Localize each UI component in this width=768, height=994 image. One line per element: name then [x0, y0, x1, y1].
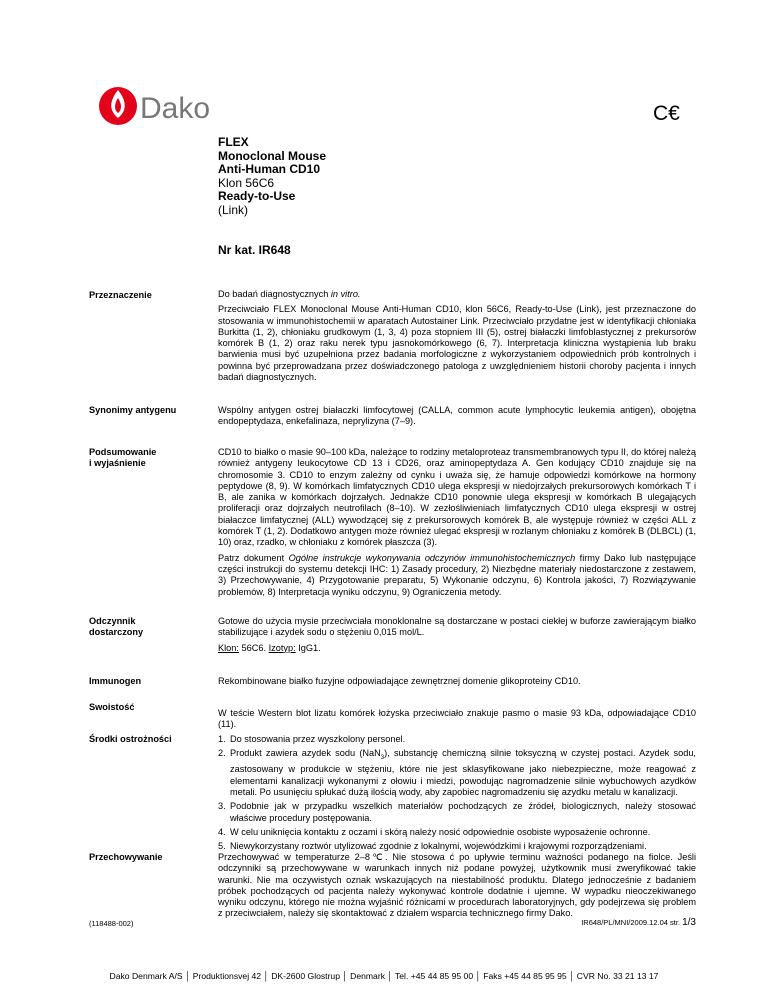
section-label-summary: [89, 447, 209, 469]
dako-logo: [96, 80, 236, 134]
precaution-text: Do stosowania przez wyszkolony personel.: [230, 734, 406, 744]
precaution-number: 5.: [218, 841, 226, 852]
document-ref-text: IR648/PL/MNI/2009.12.04 str.: [581, 918, 683, 927]
summary-label-line2: i wyjaśnienie: [89, 458, 146, 468]
summary-p2-italic: Ogólne instrukcje wykonywania odczynów immunohistochemicznych: [288, 552, 576, 563]
precaution-number: 4.: [218, 826, 226, 837]
precaution-text: Podobnie jak w przypadku wszelkich materiałów pochodzących ze źródeł, biologicznych, należy stosować właściwe procedury postępowania.: [230, 801, 696, 823]
title-line-6: (Link): [218, 202, 249, 217]
precaution-item: [218, 827, 696, 838]
precaution-item: [218, 801, 696, 824]
specificity-text: W teście Western blot lizatu komórek łożyska przeciwciało znakuje pasmo o masie 93 kDa, odpowiadające CD10 (11).: [218, 708, 696, 730]
section-body-intended-use: [218, 289, 696, 387]
document-code: (118488-002): [89, 919, 134, 928]
section-label-reagent: [89, 616, 209, 638]
section-body-synonyms: [218, 405, 696, 432]
section-body-specificity: [218, 708, 696, 735]
dako-logo-graphic: [96, 80, 236, 134]
precaution-text: Produkt zawiera azydek sodu (NaN: [230, 748, 381, 759]
svg-text:Dako: Dako: [140, 92, 211, 125]
title-line-3: Anti-Human CD10: [218, 162, 321, 176]
precaution-text: Niewykorzystany roztwór utylizować zgodnie z lokalnymi, wojewódzkimi i krajowymi rozporządzeniami.: [230, 841, 647, 852]
precaution-number: 1.: [218, 734, 226, 744]
intended-use-p2: Przeciwciało FLEX Monoclonal Mouse Anti-Human CD10, klon 56C6, Ready-to-Use (Link), jest przeznaczone do stosowania w immunohistochemii w aparatach Autostainer Link. Przeciwciało przydatne jest w identyfikacji chłoniaka Burkitta (1, 2), chłoniaku grudkowym (1, 3, 4) poza stopniem III (5), ostrej białaczki limfoblastycznej z prekursorów komórek B (1, 2) oraz raku nerek typu jasnokomórkowego (6, 7). Interpretacja kliniczna wystąpienia lub braku barwienia musi być uzupełniona przez badania morfologiczne z wykorzystaniem odpowiednich prób kontrolnych i powinna być przeprowadzana przez doświadczonego patologa z uwzględnieniem historii choroby pacjenta i innych badań diagnostycznych.: [218, 304, 696, 383]
precaution-number: 3.: [218, 801, 226, 812]
title-line-5: Ready-to-Use: [218, 189, 296, 203]
company-address: Dako Denmark A/S │ Produktionsvej 42 │ DK-2600 Glostrup │ Denmark │ Tel. +45 44 85 95 00 │ Faks +45 44 85 95 95 │ CVR No. 33 21 13 17: [109, 971, 659, 981]
document-reference: [581, 917, 696, 928]
intended-use-prefix: Do badań diagnostycznych: [218, 289, 331, 299]
section-label-storage: Przechowywanie: [89, 852, 163, 862]
reagent-label-line1: Odczynnik: [89, 616, 136, 626]
section-body-precautions: [218, 734, 696, 856]
precaution-subscript: 3: [380, 755, 385, 762]
reagent-text: Gotowe do użycia mysie przeciwciała monoklonalne są dostarczane w postaci ciekłej w buforze zawierającym białko stabilizujące i azydek sodu o stężeniu 0,015 mol/L.: [218, 616, 696, 638]
section-label-specificity: Swoistość: [89, 702, 135, 712]
catalog-number: Nr kat. IR648: [218, 243, 291, 257]
summary-p2: [218, 553, 696, 598]
synonyms-text: Wspólny antygen ostrej białaczki limfocytowej (CALLA, common acute lymphocytic leukemia antigen), obojętna endopeptydaza, enkefalinaza, neprylizyna (7–9).: [218, 405, 696, 427]
clone-value: 56C6.: [238, 642, 269, 653]
intended-use-p1: [218, 289, 696, 300]
isotype-label: Izotyp:: [268, 642, 296, 653]
section-body-reagent: [218, 616, 696, 658]
product-title: [218, 136, 326, 217]
precaution-item: [218, 841, 696, 852]
precaution-text: W celu uniknięcia kontaktu z oczami i skórą należy nosić odpowiednie osobiste wyposażenie ochronne.: [230, 826, 651, 837]
precaution-text-cont: ), substancję chemiczną silnie toksyczną w czystej postaci. Azydek sodu, zastosowany w produkcie w stężeniu, które nie jest sklasyfikowane jako niebezpieczne, może reagować z elementami kanalizacji wykonanymi z ołowiu i miedzi, powodując nagromadzenie silnie wybuchowych azydków metali. Po usunięciu spłukać dużą ilością wody, aby zapobiec nagromadzeniu się azydku metalu w kanalizacji.: [230, 748, 696, 798]
title-line-4: Klon 56C6: [218, 175, 275, 190]
immunogen-text: Rekombinowane białko fuzyjne odpowiadające zewnętrznej domenie glikoproteiny CD10.: [218, 676, 581, 686]
section-label-synonyms: Synonimy antygenu: [89, 405, 177, 415]
section-body-storage: [218, 852, 696, 924]
intended-use-italic: in vitro.: [330, 289, 361, 299]
summary-p1: CD10 to białko o masie 90–100 kDa, należące to rodziny metaloproteaz transmembranowych typu II, do której należą również antygeny leukocytowe CD 13 i CD26, oraz aminopeptydaza A. Gen kodujący CD10 znajduje się na chromosomie 3. CD10 to enzym zależny od cynku i uważa się, że hamuje odpowiedzi komórkowe na hormony peptydowe (8, 9). W komórkach limfatycznych CD10 ulega ekspresji w niedojrzałych prekursorowych komórkach T i B, ale zanika w komórkach dojrzałych. Jednakże CD10 ponownie ulega ekspresji w komórkach B ulegających proliferacji oraz dojrzałych neutrofilach (8–10). W zezłośliwieniach limfatycznych CD10 ulega ekspresji w ostrej białaczce limfatycznej (ALL) wywodzącej się z prekursorowych komórek B, ale występuje również w części ALL z komórek T (1, 2). Dodatkowo antygen może również ulegać ekspresji w rozlanym chłoniaku z komórek B (DLBCL) (1, 10) oraz, rzadko, w chłoniaku z komórek płaszcza (3).: [218, 447, 696, 548]
section-label-intended-use: Przeznaczenie: [89, 290, 152, 300]
reagent-label-line2: dostarczony: [89, 627, 144, 637]
summary-p2-suffix: firmy Dako lub następujące części instrukcji do systemu detekcji IHC: 1) Zasady procedury, 2) Niezbędne materiały niedostarczone z zestawem, 3) Przechowywanie, 4) Przygotowanie preparatu, 5) Wykonanie odczynu, 6) Kontrola jakości, 7) Rozwiązywanie problemów, 8) Interpretacja wyniku odczynu, 9) Ograniczenia metody.: [218, 552, 696, 597]
precaution-number: 2.: [218, 748, 226, 759]
section-body-summary: [218, 447, 696, 602]
isotype-value: IgG1.: [295, 642, 321, 653]
summary-p2-prefix: Patrz dokument: [218, 552, 289, 563]
precautions-list: [218, 734, 696, 853]
summary-label-line1: Podsumowanie: [89, 447, 157, 457]
page-number: 1/3: [682, 917, 696, 928]
precaution-item: [218, 748, 696, 798]
ce-mark: C€: [653, 102, 680, 125]
storage-text: Przechowywać w temperaturze 2–8℃. Nie stosowa ć po upływie terminu ważności podanego na fiolce. Jeśli odczynniki są przechowywane w warunkach innych niż podane powyżej, użytkownik musi zweryfikować takie warunki. Nie ma oczywistych oznak wskazujących na niestabilność produktu. Dlatego jednocześnie z badaniem próbek pochodzących od pacjenta należy wykonywać kontrole dodatnie i ujemne. W wypadku nieoczekiwanego wyniku odczynu, którego nie można wyjaśnić różnicami w procedurach laboratoryjnych, gdy podejrzewa się problem z przeciwciałem, należy się skontaktować z działem wsparcia technicznego firmy Dako.: [218, 852, 696, 919]
section-body-immunogen: [218, 676, 696, 691]
clone-label: Klon:: [218, 642, 239, 653]
precaution-item: [218, 734, 696, 745]
title-line-1: FLEX: [218, 135, 249, 149]
reagent-clone-isotype: [218, 643, 696, 654]
section-label-immunogen: Immunogen: [89, 676, 142, 686]
title-line-2: Monoclonal Mouse: [218, 148, 326, 163]
section-label-precautions: Środki ostrożności: [89, 734, 172, 744]
